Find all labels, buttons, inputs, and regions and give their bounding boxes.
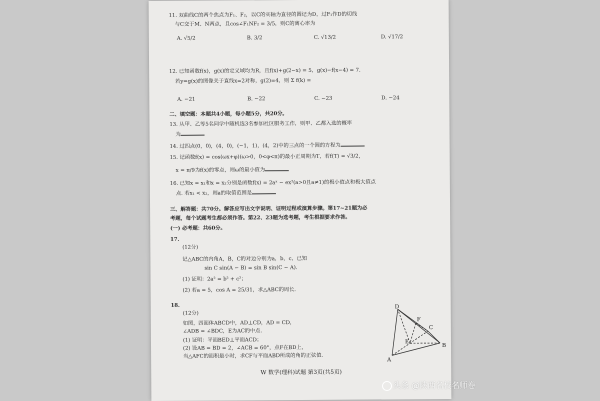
- point-e-label: E: [405, 339, 409, 345]
- edge-da: [392, 309, 398, 355]
- q17-part-2: (2) 若a = 5，cos A = 25/31，求△ABC的周长.: [183, 287, 296, 294]
- watermark-logo-icon: [382, 381, 392, 391]
- q12-option-a: A. −21: [177, 97, 195, 103]
- q18-part-3: 当△AFC的面积最小时，求CF与平面ABD所成的角的正弦值.: [183, 353, 323, 360]
- q17-line-1: 记△ABC的内角A，B，C的对边分别为a，b，c，已知: [182, 256, 307, 263]
- q15-text: x = π/9为f(x)的零点，则ω的最小值为: [176, 167, 265, 174]
- edge-ab: [392, 343, 440, 355]
- exam-page: [149, 0, 452, 401]
- answer-blank: [341, 142, 365, 147]
- q17-number: 17.: [170, 237, 179, 243]
- q18-part-2: (2) 设AB = BD = 2，∠ACB = 60°，点F在BD上，: [183, 345, 307, 352]
- q14-text: 14. 过四点(0，0)，(4，0)，(−1，1)，(4，2)中的三点的一个圆的方程为: [170, 143, 341, 150]
- section-2-heading: 二、填空题：本题共4小题，每小题5分，共20分。: [169, 111, 287, 118]
- section-3-line-3: (一) 必考题：共60分。: [170, 226, 225, 232]
- segment-fc: [416, 323, 428, 331]
- q14-line-1: [170, 142, 365, 150]
- vertex-b-label: B: [442, 343, 446, 349]
- page-footer: W 数学(理科)试题 第3页(共5页): [151, 367, 451, 377]
- section-3-line-1: 三、解答题：共70分。解答应写出文字说明、证明过程或演算步骤。第17~21题为必: [170, 206, 367, 213]
- q13-line-1: 13. 从甲、乙等5名同学中随机选3名参加社区服务工作，则甲、乙都入选的概率: [169, 121, 352, 128]
- q17-line-2: sin C sin(A − B) = sin B sin(C − A).: [204, 265, 297, 272]
- q18-line-2: ∠ADB = ∠BDC，E为AC的中点.: [183, 328, 262, 335]
- point-f-label: F: [417, 317, 421, 323]
- q11-option-b: B. 3/2: [247, 35, 263, 41]
- q17-score: (12分): [182, 245, 198, 251]
- vertex-c-label: C: [429, 325, 433, 331]
- q18-number: 18.: [171, 303, 180, 309]
- q11-option-d: D. √17/2: [381, 34, 403, 40]
- q13-line-2-text: 为: [176, 132, 181, 138]
- q18-part-1: (1) 证明：平面BED⊥平面ACD；: [183, 337, 262, 344]
- q11-option-c: C. √13/2: [314, 35, 336, 41]
- q11-option-a: A. √5/2: [177, 36, 196, 42]
- edge-cb: [428, 331, 440, 343]
- q12-option-d: D. −24: [381, 95, 399, 101]
- q15-line-2: [176, 166, 289, 174]
- vertex-d-label: D: [395, 304, 400, 310]
- q16-text: 点. 若x₁ < x₂，则a的取值范围是: [176, 190, 252, 197]
- watermark: [382, 380, 476, 391]
- q18-score: (12分): [183, 311, 199, 317]
- q13-line-2: [176, 131, 205, 138]
- q12-option-b: B. −22: [247, 96, 265, 102]
- q16-line-2: [176, 189, 276, 197]
- q11-line-1: 11. 双曲线C的两个焦点为F₁、F₂，以C的实轴为直径的圆记为D，过F₁作D的切线: [169, 12, 357, 19]
- q15-line-1: 15. 记函数f(x) = cos(ωx+φ)(ω>0，0<φ<π)的最小正周期为T，若f(T) = √3/2，: [170, 154, 364, 161]
- section-3-line-2: 考题，每个试题考生都必须作答。第22、23题为选考题，考生根据要求作答。: [170, 215, 350, 222]
- q11-line-2: 与C交于M、N两点，且cos∠F₁NF₂ = 3/5，则C的离心率为: [175, 21, 316, 28]
- q17-part-1: (1) 证明：2a² = b² + c²；: [183, 276, 247, 282]
- q12-line-2: 若y=g(x)的图像关于直线x=2对称，g(2)=4，则 Σ f(k) =: [175, 78, 311, 85]
- answer-blank: [265, 166, 289, 171]
- vertex-a-label: A: [386, 357, 392, 363]
- q16-line-1: 16. 已知x = x₁和x = x₂分别是函数f(x) = 2aˣ − ex²(a>0且a≠1)的极小值点和极大值点: [170, 179, 376, 186]
- answer-blank: [181, 131, 205, 136]
- q18-line-1: 如图，四面体ABCD中，AD⊥CD，AD = CD，: [183, 320, 295, 327]
- tetrahedron-figure: [384, 303, 448, 363]
- q12-line-1: 12. 已知函数f(x)，g(x)的定义域均为R，且f(x)+g(2−x) = 5，g(x)−f(x−4) = 7.: [169, 68, 361, 75]
- watermark-text: 头条 @陕西名校名师卷: [393, 381, 476, 390]
- q12-option-c: C. −23: [314, 96, 332, 102]
- segment-fe: [410, 323, 416, 343]
- answer-blank: [252, 189, 276, 194]
